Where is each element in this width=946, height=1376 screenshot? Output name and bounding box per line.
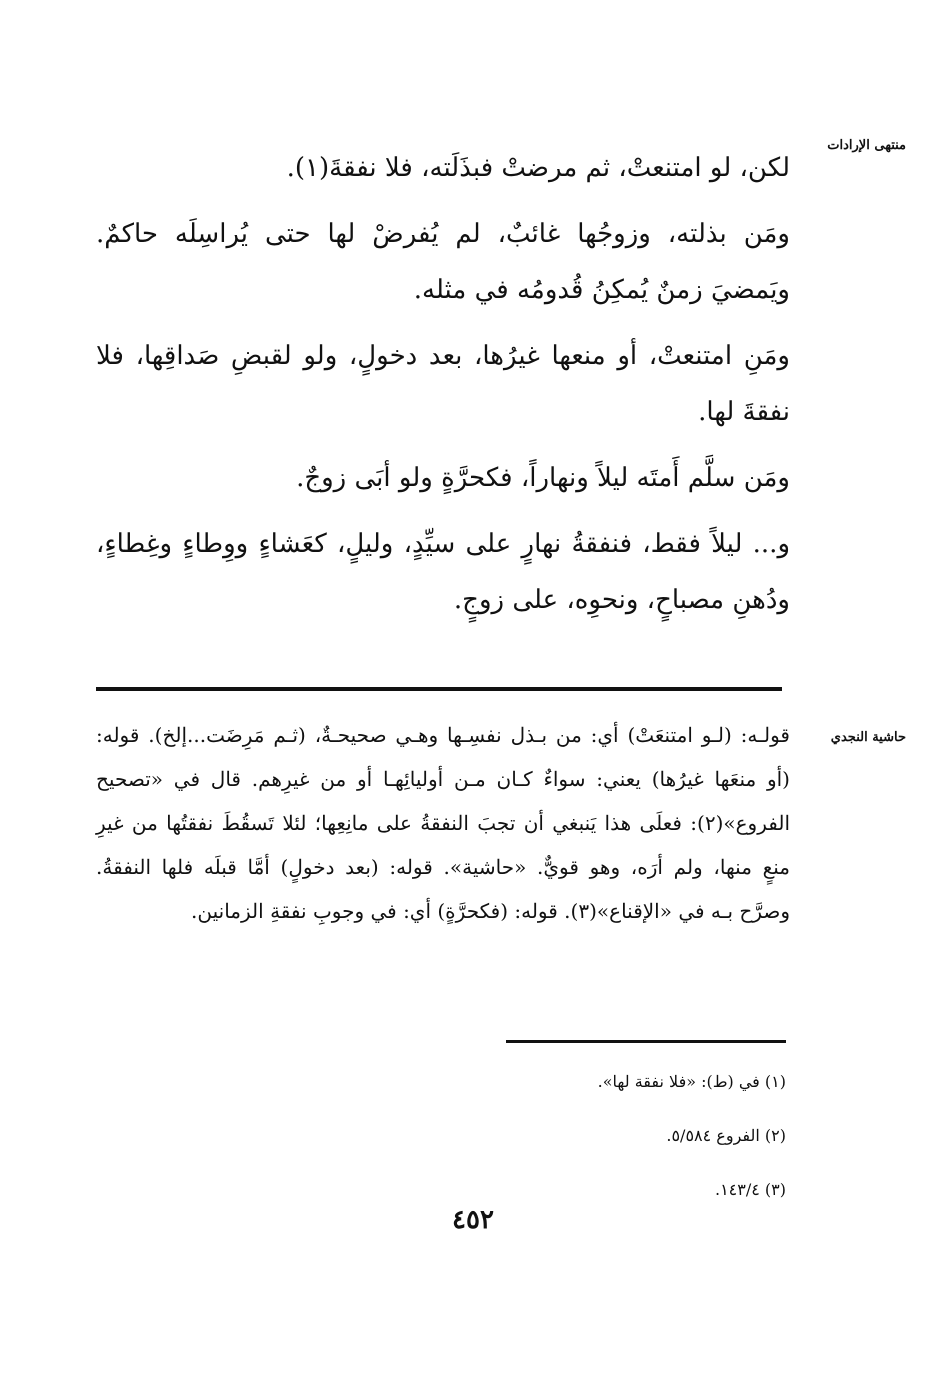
main-text — [96, 140, 790, 638]
footnote-divider — [506, 1040, 786, 1043]
book-title-margin-label: منتهى الإرادات — [827, 138, 906, 153]
main-paragraph: ومَنِ امتنعتْ، أو منعها غيرُها، بعد دخولٍ، ولو لقبضِ صَداقِها، فلا نفقةَ لها. — [96, 341, 790, 427]
footnote-item: (٢) الفروع ٥/٥٨٤. — [666, 1126, 786, 1145]
main-paragraph: و... ليلاً فقط، فنفقةُ نهارٍ على سيِّدٍ، وليلٍ، كعَشاءٍ ووِطاءٍ وغِطاءٍ، ودُهنِ مصباحٍ، ونحوِه، على زوجٍ. — [96, 529, 790, 615]
commentary-paragraph: قولـه: (لـو امتنعَتْ) أي: من بـذل نفسِـها وهـي صحيحـةٌ، (ثـم مَرِضَت...إلخ). قوله: (أو منعَها غيرُها) يعني: سواءٌ كـان مـن أوليائِهـا أو من غيرِهم. قال في «تصحيح الفروع»(٢): فعلَى هذا يَنبغي أن تجبَ النفقةُ على مانِعِها؛ لئلا تَسقُطَ نفقتُها من غيرِ منعٍ منها، ولم أرَه، وهو قويٌّ. «حاشية». قوله: (بعد دخولٍ) أمَّا قبلَه فلها النفقةُ. وصرَّح بـه في «الإقناع»(٣). قوله: (فكحرَّةٍ) أي: في وجوبِ نفقةِ الزمانين. — [96, 723, 790, 923]
main-paragraph: ومَن سلَّم أَمتَه ليلاً ونهاراً، فكحرَّةٍ ولو أبَى زوجٌ. — [296, 463, 790, 493]
main-paragraph: لكن، لو امتنعتْ، ثم مرضتْ فبذَلَته، فلا نفقةَ(١). — [286, 153, 790, 183]
commentary-text — [96, 713, 790, 933]
footnote-item: (٣) ١٤٣/٤. — [714, 1180, 786, 1199]
commentary-title-margin-label: حاشية النجدي — [830, 730, 906, 745]
footnotes — [598, 1055, 786, 1217]
main-paragraph: ومَن بذلته، وزوجُها غائبٌ، لم يُفرضْ لها حتى يُراسِلَه حاكمٌ. ويَمضيَ زمنٌ يُمكِنُ قُدومُه في مثله. — [96, 219, 790, 305]
footnote-item: (١) في (ط): «فلا نفقة لها». — [597, 1072, 786, 1091]
section-divider — [96, 687, 782, 691]
page-number: ٤٥٢ — [452, 1205, 494, 1235]
